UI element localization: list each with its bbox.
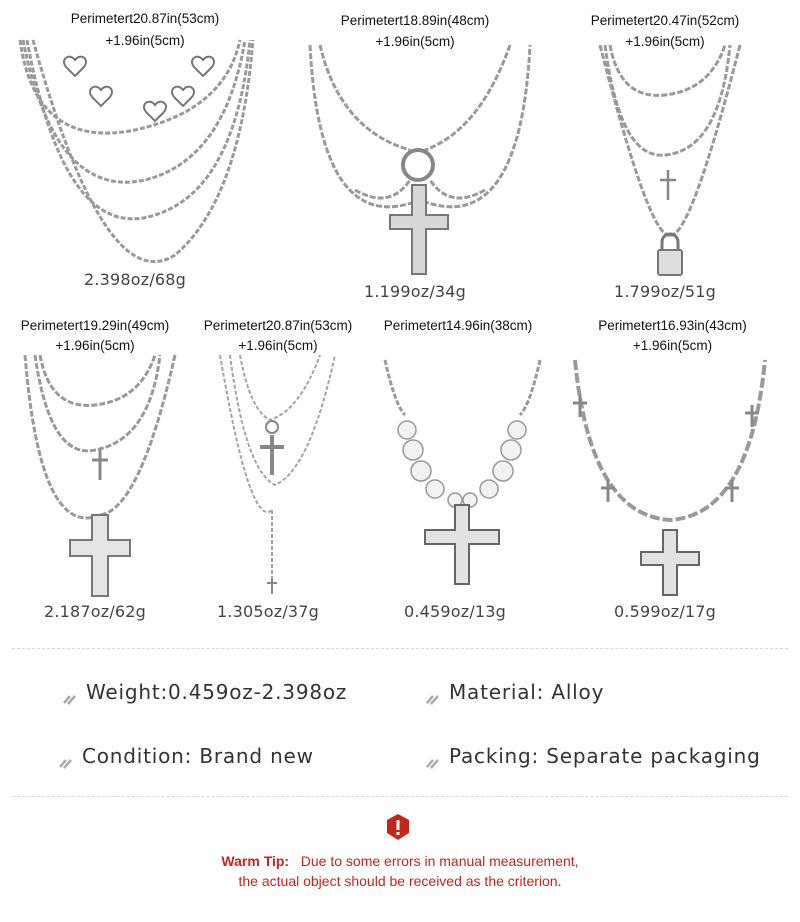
extension-label: +1.96in(5cm) bbox=[375, 34, 455, 49]
spec-packing-text: Packing: Separate packaging bbox=[449, 744, 761, 768]
pearl-cross-necklace-image bbox=[375, 355, 555, 605]
charm-cross-chain-necklace-image bbox=[560, 355, 780, 605]
lariat-cross-necklace-image bbox=[210, 350, 350, 600]
perimeter-label: Perimetert19.29in(49cm) bbox=[5, 317, 185, 335]
weight-label: 2.187oz/62g bbox=[43, 602, 147, 621]
extension-label: +1.96in(5cm) bbox=[238, 338, 318, 353]
warm-tip-text-1: Due to some errors in manual measurement, bbox=[300, 853, 579, 869]
warm-tip-line-1 bbox=[0, 852, 800, 871]
weight-label: 1.799oz/51g bbox=[613, 282, 717, 301]
weight-label: 0.599oz/17g bbox=[613, 602, 717, 621]
perimeter-label: Perimetert20.87in(53cm) bbox=[188, 317, 368, 335]
layered-heart-necklace-image bbox=[15, 30, 255, 275]
perimeter-label: Perimetert20.47in(52cm) bbox=[560, 12, 770, 30]
weight-label: 0.459oz/13g bbox=[403, 602, 507, 621]
spec-condition-text: Condition: Brand new bbox=[82, 744, 314, 768]
double-cross-necklace-image bbox=[10, 350, 190, 600]
perimeter-label: Perimetert16.93in(43cm) bbox=[575, 317, 770, 335]
perimeter-label: Perimetert20.87in(53cm) bbox=[30, 10, 260, 28]
stripe-bullet-icon bbox=[425, 750, 441, 762]
spec-condition bbox=[58, 744, 314, 768]
stripe-bullet-icon bbox=[62, 686, 78, 698]
divider-bottom bbox=[12, 796, 788, 797]
spec-packing bbox=[425, 744, 761, 768]
weight-label: 2.398oz/68g bbox=[83, 270, 187, 289]
spec-material-text: Material: Alloy bbox=[449, 680, 605, 704]
weight-label: 1.305oz/37g bbox=[216, 602, 320, 621]
divider-top bbox=[12, 648, 788, 649]
stripe-bullet-icon bbox=[425, 686, 441, 698]
spec-weight bbox=[62, 680, 347, 704]
lock-cross-necklace-image bbox=[590, 40, 750, 285]
extension-label: +1.96in(5cm) bbox=[55, 338, 135, 353]
extension-label: +1.96in(5cm) bbox=[625, 34, 705, 49]
stripe-bullet-icon bbox=[58, 750, 74, 762]
weight-label: 1.199oz/34g bbox=[363, 282, 467, 301]
spec-weight-text: Weight:0.459oz-2.398oz bbox=[86, 680, 348, 704]
cross-ring-necklace-image bbox=[300, 40, 540, 285]
extension-label: +1.96in(5cm) bbox=[105, 33, 185, 48]
extension-label: +1.96in(5cm) bbox=[632, 338, 713, 353]
perimeter-label: Perimetert14.96in(38cm) bbox=[368, 317, 548, 335]
spec-material bbox=[425, 680, 604, 704]
warm-tip-text-2: the actual object should be received as the criterion. bbox=[238, 873, 562, 889]
perimeter-label: Perimetert18.89in(48cm) bbox=[315, 12, 515, 30]
warning-icon bbox=[383, 812, 413, 842]
warm-tip-title: Warm Tip: bbox=[221, 853, 290, 869]
